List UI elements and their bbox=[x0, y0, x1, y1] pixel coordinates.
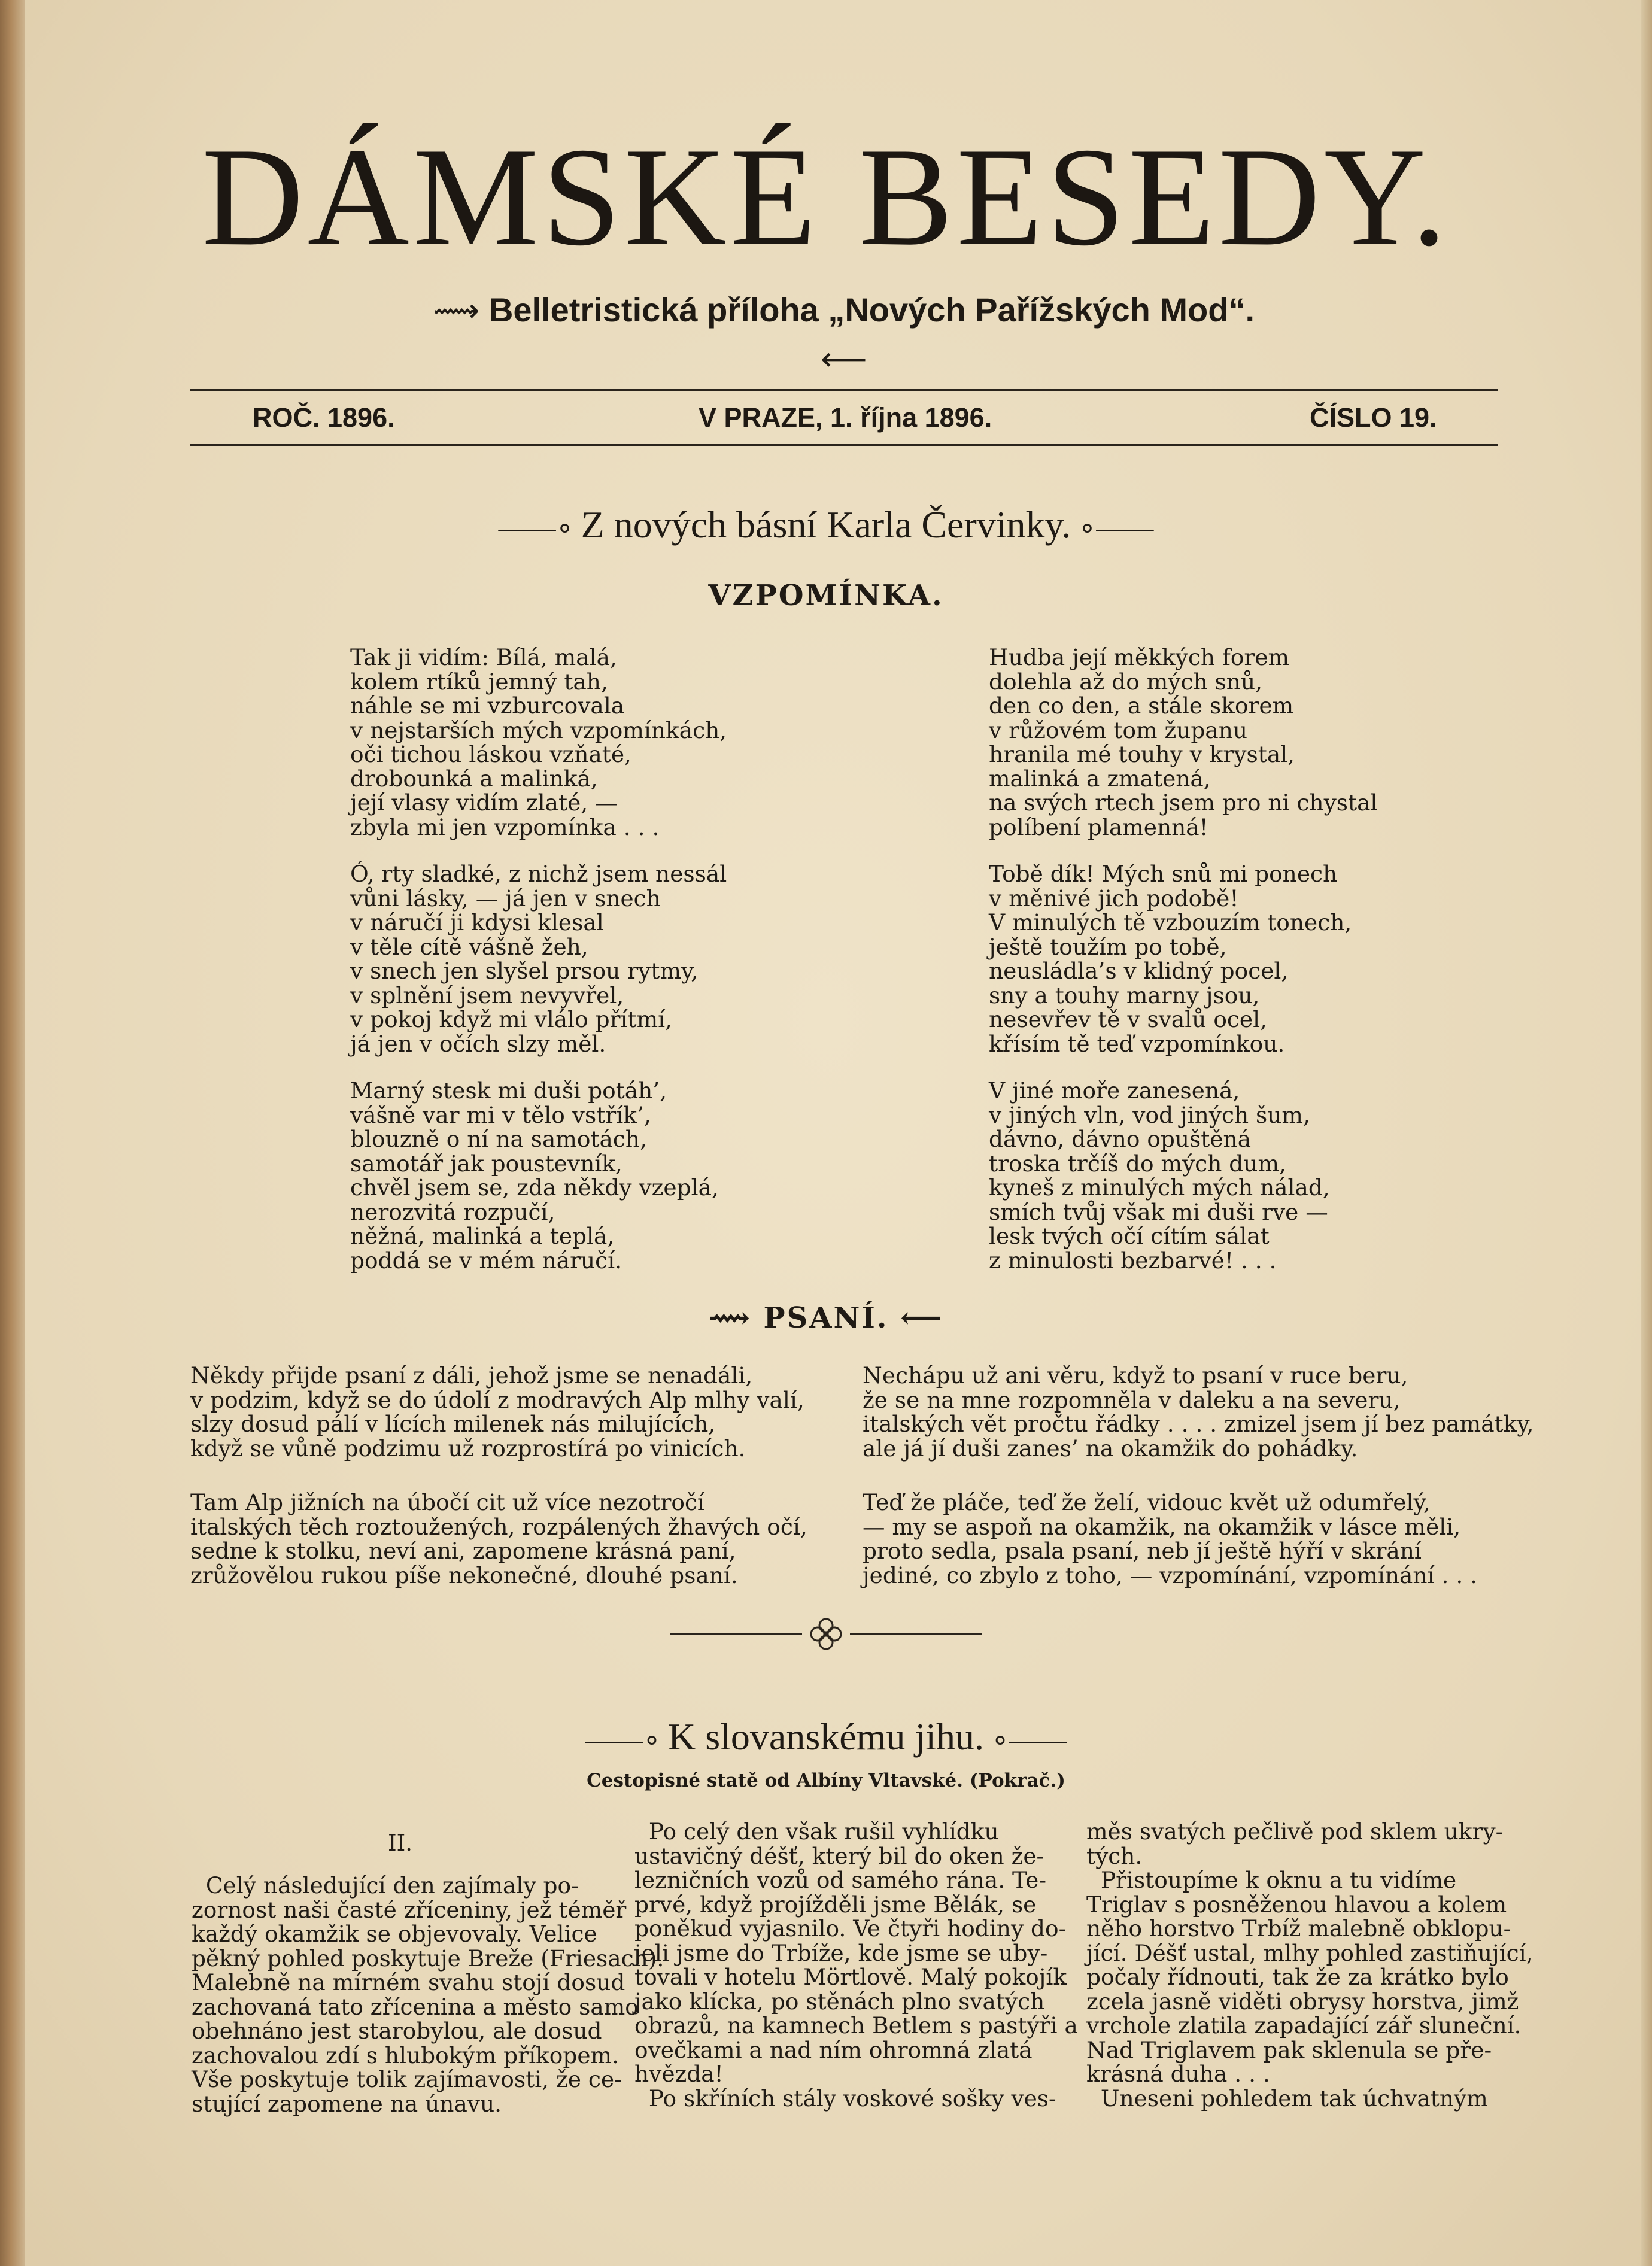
masthead-subtitle bbox=[419, 286, 1269, 383]
title-dash-right: ∘—— bbox=[1071, 512, 1154, 544]
masthead-title: DÁMSKÉ BESEDY. bbox=[202, 119, 1450, 275]
page-right-edge bbox=[1641, 0, 1652, 2266]
article-column-3: měs svatých pečlivě pod sklem ukry- tých. Přistoupíme k oknu a tu vidíme Triglav s posněženou hlavou a kolem něho horstvo Trbíž malebně obklopu- jící. Déšť ustal, mlhy pohled zastiňující, počaly řídnouti, tak že za krátko bylo zcela jasně viděti obrysy horstva, jimž vrchole zlatila zapadající zář sluneční. Nad Triglavem pak sklenula se pře- krásná duha . . . Uneseni pohledem tak úchvatným bbox=[1086, 1818, 1533, 2112]
rule-bottom bbox=[190, 444, 1498, 446]
article-byline: Cestopisné statě od Albíny Vltavské. (Pokrač.) bbox=[587, 1770, 1065, 1791]
poem-heading-psani bbox=[0, 1300, 1652, 1336]
title-dash-left: ——∘ bbox=[498, 512, 581, 544]
poem2-left-stanza-1: Někdy přijde psaní z dáli, jehož jsme se nenadáli, v podzim, když se do údolí z modravých Alp mlhy valí, slzy dosud pálí v lících milenek nás milujících, když se vůně podzimu už rozprostírá po vinicích. bbox=[190, 1362, 804, 1462]
issue-number: ČÍSLO 19. bbox=[1310, 402, 1437, 433]
chapter-number: II. bbox=[388, 1830, 412, 1856]
title2-dash-right: ∘—— bbox=[983, 1724, 1067, 1756]
poem1-right-stanza-3: V jiné moře zanesená, v jiných vln, vod jiných šum, dávno, dávno opuštěná troska trčíš do mých dum, kyneš z minulých mých nálad, smích tvůj však mi duši rve — lesk tvých očí cítím sálat z minulosti bezbarvé! . . . bbox=[989, 1077, 1330, 1274]
rule-top bbox=[190, 389, 1498, 391]
poem2-right-stanza-2: Teď že pláče, teď že želí, vidouc květ už odumřelý, — my se aspoň na okamžik, na okamžik v lásce měli, proto sedla, psala psaní, neb jí ještě hýří v skrání jediné, co zbylo z toho, — vzpomínání, vzpomínání . . . bbox=[863, 1489, 1478, 1588]
poem-heading-vzpominka: VZPOMÍNKA. bbox=[708, 579, 944, 612]
poem2-right-stanza-1: Nechápu už ani věru, když to psaní v ruce beru, že se na mne rozpomněla v daleku a na severu, italských vět pročtu řádky . . . . zmizel jsem jí bez památky, ale já jí duši zanes’ na okamžik do pohádky. bbox=[863, 1362, 1534, 1462]
psani-heading-text: PSANÍ. bbox=[763, 1301, 889, 1335]
section-title-slovansky-jih bbox=[0, 1713, 1652, 1764]
issue-bar bbox=[190, 397, 1498, 439]
flourish-left-icon: ⟿ bbox=[433, 291, 480, 329]
poem1-left-stanza-2: Ó, rty sladké, z nichž jsem nessál vůni lásky, — já jen v snech v náručí ji kdysi klesal v těle cítě vášně žeh, v snech jen slyšel prsou rytmy, v splnění jsem nevyvřel, v pokoj když mi vlálo přítmí, já jen v očích slzy měl. bbox=[350, 861, 727, 1057]
issue-place-date: V PRAZE, 1. října 1896. bbox=[699, 402, 992, 433]
poem2-left-stanza-2: Tam Alp jižních na úbočí cit už více nezotročí italských těch roztoužených, rozpálených žhavých očí, sedne k stolku, neví ani, zapomene krásná paní, zrůžovělou rukou píše nekonečné, dlouhé psaní. bbox=[190, 1489, 807, 1588]
article-column-2: Po celý den však rušil vyhlídku ustavičný déšť, který bil do oken že- lezničních vozů od samého rána. Te- prvé, když projížděli jsme Bělák, se poněkud vyjasnilo. Ve čtyři hodiny do- jeli jsme do Trbíže, kde jsme se uby- tovali v hotelu Mörtlově. Malý pokojík jako klícka, po stěnách plno svatých obrazů, na kamnech Betlem s pastýři a ovečkami a nad ním ohromná zlatá hvězda! Po skříních stály voskové sošky ves- bbox=[634, 1818, 1078, 2112]
ornament-divider-icon bbox=[670, 1616, 982, 1652]
subtitle-text: Belletristická příloha „Nových Pařížských Mod“. bbox=[488, 291, 1255, 329]
flourish-right-icon: ⟵ bbox=[821, 340, 867, 378]
poem1-left-stanza-1: Tak ji vidím: Bílá, malá, kolem rtíků jemný tah, náhle se mi vzburcovala v nejstarších mých vzpomínkách, oči tichou láskou vzňaté, drobounká a malinká, její vlasy vidím zlaté, — zbyla mi jen vzpomínka . . . bbox=[350, 644, 727, 840]
psani-flourish-left-icon: ⟿ bbox=[708, 1301, 764, 1335]
article-column-1: Celý následující den zajímaly po- zornost naši časté zříceniny, jež téměř každý okamžik se objevovaly. Velice pěkný pohled poskytuje Breže (Friesach). Malebně na mírném svahu stojí dosud zachovaná tato zřícenina a město samo obehnáno jest starobylou, ale dosud zachovalou zdí s hlubokým příkopem. Vše poskytuje tolik zajímavosti, že ce- stující zapomene na únavu. bbox=[192, 1872, 664, 2117]
poem1-right-stanza-1: Hudba její měkkých forem dolehla až do mých snů, den co den, a stále skorem v růžovém tom županu hranila mé touhy v krystal, malinká a zmatená, na svých rtech jsem pro ni chystal políbení plamenná! bbox=[989, 644, 1378, 840]
issue-volume: ROČ. 1896. bbox=[253, 402, 395, 433]
poem1-left-stanza-3: Marný stesk mi duši potáh’, vášně var mi v tělo vstřík’, blouzně o ní na samotách, samotář jak poustevník, chvěl jsem se, zda někdy vzeplá, nerozvitá rozpučí, něžná, malinká a teplá, poddá se v mém náručí. bbox=[350, 1077, 719, 1274]
section-title-text: Z nových básní Karla Červinky. bbox=[581, 503, 1071, 546]
section2-title-text: K slovanskému jihu. bbox=[668, 1715, 984, 1758]
title2-dash-left: ——∘ bbox=[585, 1724, 669, 1756]
poem1-right-stanza-2: Tobě dík! Mých snů mi ponech v měnivé jich podobě! V minulých tě vzbouzím tonech, ještě toužím po tobě, neusládla’s v klidný pocel, sny a touhy marny jsou, nesevřev tě v svalů ocel, křísím tě teď vzpomínkou. bbox=[989, 861, 1352, 1057]
section-title-cervinka bbox=[0, 501, 1652, 552]
page-binding-edge bbox=[0, 0, 25, 2266]
psani-flourish-right-icon: ⟵ bbox=[888, 1301, 944, 1335]
